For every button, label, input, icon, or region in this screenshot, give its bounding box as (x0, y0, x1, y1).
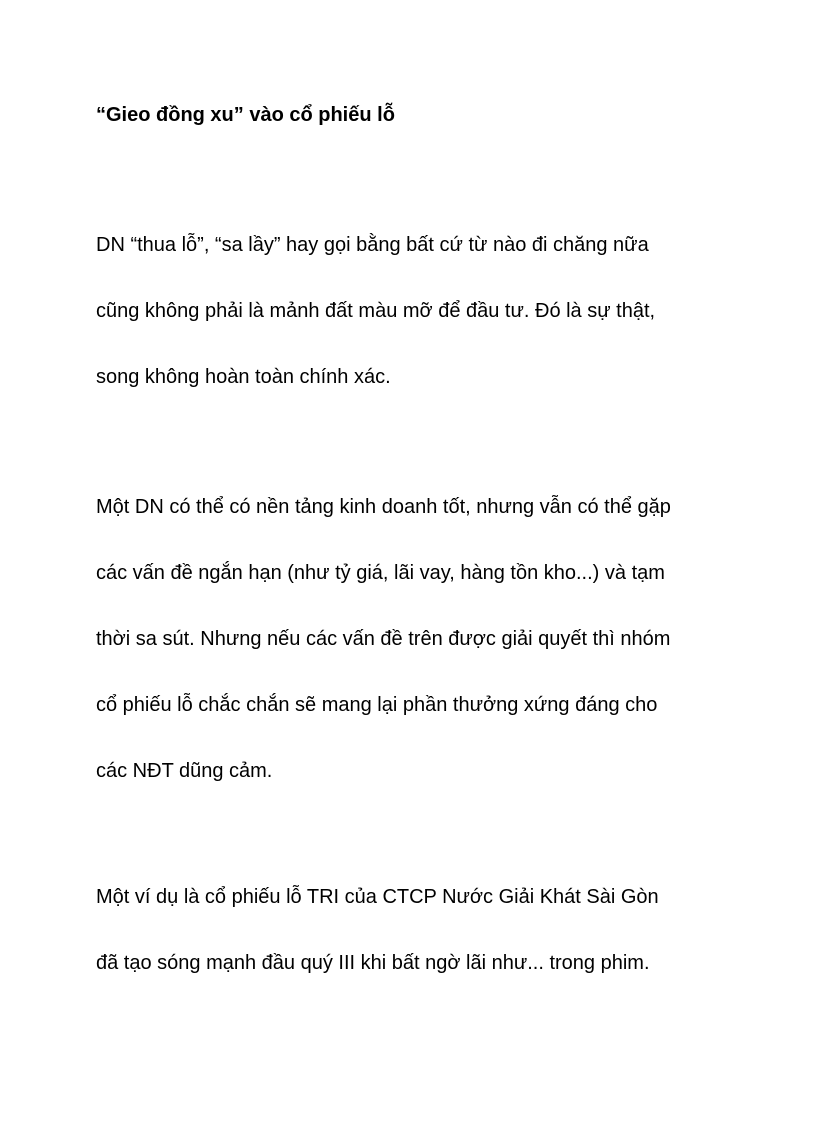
paragraph-line: DN “thua lỗ”, “sa lầy” hay gọi bằng bất cứ từ nào đi chăng nữa (96, 234, 649, 256)
paragraph-2 (96, 474, 736, 804)
paragraph-line: Một DN có thể có nền tảng kinh doanh tốt, nhưng vẫn có thể gặp (96, 496, 671, 518)
paragraph-1 (96, 212, 736, 410)
paragraph-line: các NĐT dũng cảm. (96, 760, 273, 782)
paragraph-line: cổ phiếu lỗ chắc chắn sẽ mang lại phần thưởng xứng đáng cho (96, 694, 658, 716)
paragraph-line: thời sa sút. Nhưng nếu các vấn đề trên được giải quyết thì nhóm (96, 628, 671, 650)
paragraph-line: Một ví dụ là cổ phiếu lỗ TRI của CTCP Nước Giải Khát Sài Gòn (96, 886, 659, 908)
paragraph-line: các vấn đề ngắn hạn (như tỷ giá, lãi vay, hàng tồn kho...) và tạm (96, 562, 665, 584)
paragraph-3 (96, 864, 736, 996)
paragraph-line: cũng không phải là mảnh đất màu mỡ để đầu tư. Đó là sự thật, (96, 300, 656, 322)
article-heading: “Gieo đồng xu” vào cổ phiếu lỗ (96, 104, 395, 126)
paragraph-line: song không hoàn toàn chính xác. (96, 366, 391, 388)
paragraph-line: đã tạo sóng mạnh đầu quý III khi bất ngờ lãi như... trong phim. (96, 952, 650, 974)
